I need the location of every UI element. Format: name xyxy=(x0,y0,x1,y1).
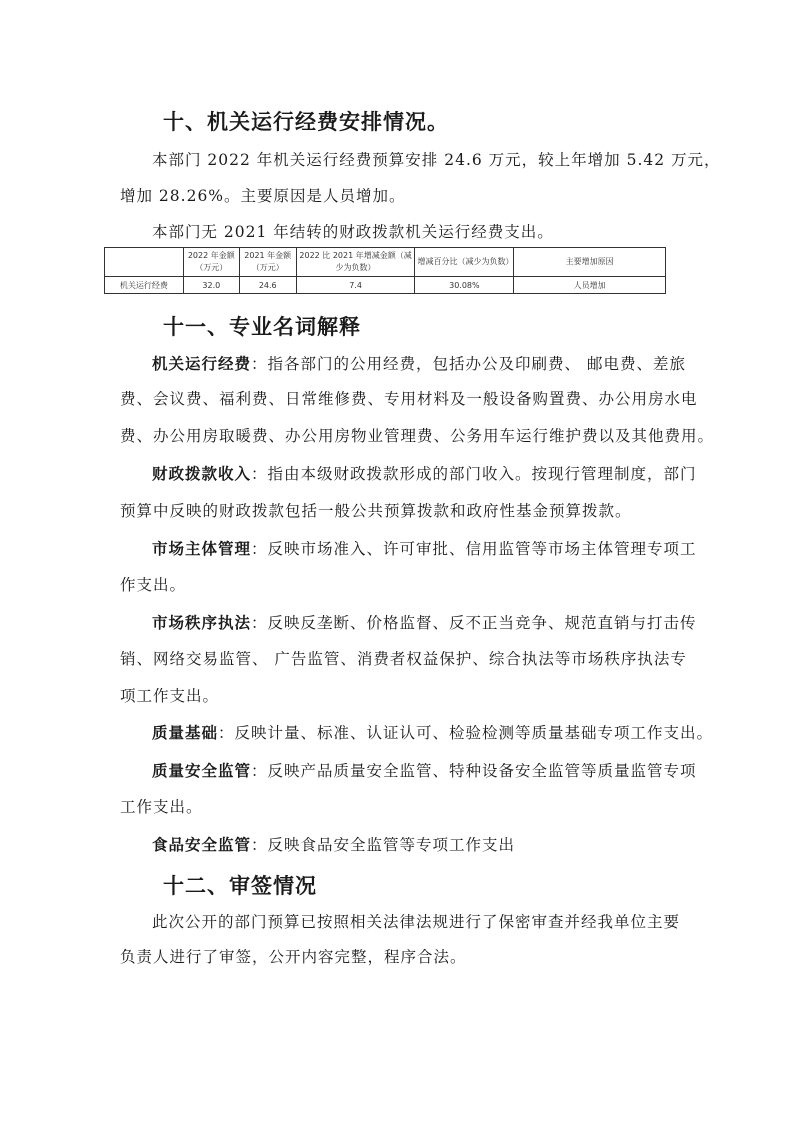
term-label: 市场秩序执法 xyxy=(152,614,252,632)
table-header-cell xyxy=(105,248,184,277)
section-11-title: 十一、专业名词解释 xyxy=(163,315,361,339)
table-header-row xyxy=(105,248,666,277)
definition-line xyxy=(152,611,697,633)
definition-line: 销、网络交易监管、 广告监管、消费者权益保护、综合执法等市场秩序执法专 xyxy=(120,650,687,668)
table-header-cell: 2022 比 2021 年增减金额（减少为负数） xyxy=(296,248,415,277)
section-10-title: 十、机关运行经费安排情况。 xyxy=(163,110,449,134)
paragraph-line: 本部门无 2021 年结转的财政拨款机关运行经费支出。 xyxy=(152,223,554,241)
definition-text: ：指由本级财政拨款形成的部门收入。按现行管理制度，部门 xyxy=(251,465,697,483)
term-label: 机关运行经费 xyxy=(152,355,252,373)
definition-line xyxy=(152,759,697,781)
table-cell: 32.0 xyxy=(183,277,239,294)
term-label: 市场主体管理 xyxy=(152,540,252,558)
definition-text: ：反映产品质量安全监管、特种设备安全监管等质量监管专项 xyxy=(251,762,697,780)
table-cell: 7.4 xyxy=(296,277,415,294)
table-cell: 30.08% xyxy=(415,277,514,294)
table-cell: 机关运行经费 xyxy=(105,277,184,294)
definition-line: 费、会议费、福利费、日常维修费、专用材料及一般设备购置费、办公用房水电 xyxy=(120,390,698,408)
definition-line: 费、办公用房取暖费、办公用房物业管理费、公务用车运行维护费以及其他费用。 xyxy=(120,427,715,445)
definition-line xyxy=(152,537,697,559)
definition-line xyxy=(152,721,713,743)
table-row xyxy=(105,277,666,294)
term-label: 质量基础 xyxy=(152,724,219,742)
definition-line: 作支出。 xyxy=(120,576,187,594)
definition-line: 项工作支出。 xyxy=(120,687,220,705)
table-cell: 人员增加 xyxy=(514,277,666,294)
paragraph-line: 本部门 2022 年机关运行经费预算安排 24.6 万元，较上年增加 5.42 万元， xyxy=(152,151,721,169)
budget-table xyxy=(104,247,666,294)
paragraph-line: 增加 28.26%。主要原因是人员增加。 xyxy=(120,187,406,205)
definition-line: 预算中反映的财政拨款包括一般公共预算拨款和政府性基金预算拨款。 xyxy=(120,502,632,520)
paragraph-line: 负责人进行了审签，公开内容完整，程序合法。 xyxy=(120,948,467,966)
table-header-cell: 2021 年金额（万元） xyxy=(239,248,296,277)
definition-text: ：反映市场准入、许可审批、信用监管等市场主体管理专项工 xyxy=(251,540,697,558)
definition-text: ：反映反垄断、价格监督、反不正当竞争、规范直销与打击传 xyxy=(251,614,697,632)
table-header-cell: 增减百分比（减少为负数） xyxy=(415,248,514,277)
table-header-cell: 2022 年金额（万元） xyxy=(183,248,239,277)
definition-text: ：反映食品安全监管等专项工作支出 xyxy=(251,836,516,854)
paragraph-line: 此次公开的部门预算已按照相关法律法规进行了保密审查并经我单位主要 xyxy=(152,913,681,931)
definition-text: ：指各部门的公用经费，包括办公及印刷费、 邮电费、差旅 xyxy=(251,355,686,373)
definition-line xyxy=(152,833,515,855)
section-12-title: 十二、审签情况 xyxy=(163,874,317,898)
table-header-cell: 主要增加原因 xyxy=(514,248,666,277)
definition-text: ：反映计量、标准、认证认可、检验检测等质量基础专项工作支出。 xyxy=(218,724,714,742)
table-cell: 24.6 xyxy=(239,277,296,294)
definition-line xyxy=(152,462,697,484)
term-label: 质量安全监管 xyxy=(152,762,252,780)
definition-line xyxy=(152,352,686,374)
term-label: 财政拨款收入 xyxy=(152,465,252,483)
term-label: 食品安全监管 xyxy=(152,836,252,854)
definition-line: 工作支出。 xyxy=(120,798,203,816)
